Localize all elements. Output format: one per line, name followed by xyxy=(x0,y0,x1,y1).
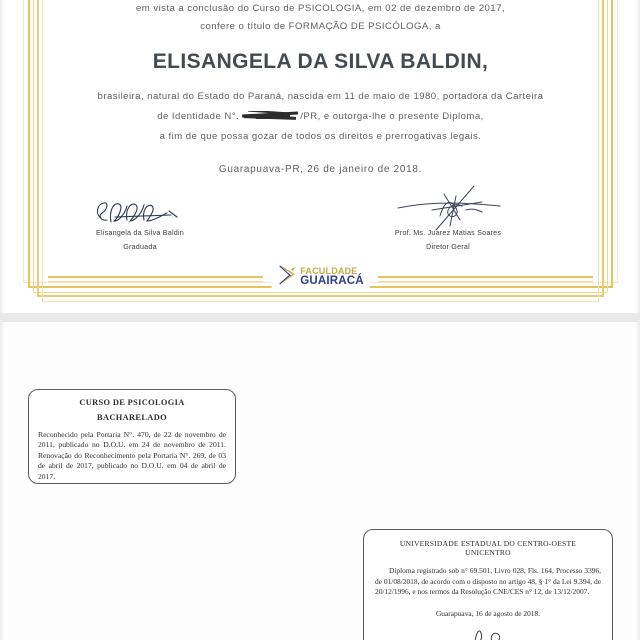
ribbon-rule-left xyxy=(48,276,263,278)
course-box-subtitle: BACHARELADO xyxy=(97,413,167,422)
intro-line-1: em vista a conclusão do Curso de PSICOLOGIA, em 02 de dezembro de 2017, xyxy=(136,3,505,14)
handwritten-signature-icon xyxy=(348,196,548,228)
course-box-body: Reconhecido pela Portaria N°. 470, de 22 de novembro de 2011, publicado no D.O.U. em 24 de novembro de 2011. Renovação do Reconhecimento pela Portaria N°. 269, de 03 de abril de 2017, publicado no D.O.U. em 04 de abril de 2017. xyxy=(38,430,226,481)
page-edge-left xyxy=(0,0,4,313)
signature-block-graduate xyxy=(40,196,240,251)
body-line-1: brasileira, natural do Estado do Paraná, nascida em 11 de maio de 1980, portadora da Carteira xyxy=(97,91,544,102)
course-box-title: CURSO DE PSICOLOGIA xyxy=(79,398,185,407)
ribbon-rule-right xyxy=(378,276,593,278)
logo-word-faculdade: FACULDADE xyxy=(300,266,358,277)
registry-box-title: UNIVERSIDADE ESTADUAL DO CENTRO-OESTE xyxy=(399,539,577,548)
signature-name: Elisangela da Silva Baldin xyxy=(96,228,184,237)
signature-block-director xyxy=(348,196,548,251)
course-recognition-box xyxy=(28,389,236,484)
identity-label: de Identidade N°. xyxy=(157,111,240,122)
signature-role: Diretor Geral xyxy=(426,242,470,251)
page-separator xyxy=(0,313,640,322)
intro-line-2: confere o título de FORMAÇÃO DE PSICÓLOGA, a xyxy=(200,21,441,32)
redacted-id-number xyxy=(242,111,300,120)
logo-wordmark xyxy=(300,267,364,288)
place-and-date: Guarapuava-PR, 26 de janeiro de 2018. xyxy=(218,164,423,175)
diploma-page xyxy=(0,0,640,313)
registry-box xyxy=(363,529,613,640)
signature-role: Graduada xyxy=(123,242,157,251)
ribbon-rule-right-thin xyxy=(378,281,593,282)
graduate-name: ELISANGELA DA SILVA BALDIN, xyxy=(152,50,489,73)
ribbon-rule-left-thin xyxy=(48,281,263,282)
logo-word-guairaca: GUAIRACÁ xyxy=(300,275,364,288)
body-line-2 xyxy=(48,111,593,122)
signature-name: Prof. Ms. Juarez Matias Soares xyxy=(394,228,502,237)
page-edge-right xyxy=(636,0,640,313)
verso-page xyxy=(0,322,640,640)
body-line-3: a fim de que possa gozar de todos os direitos e prerrogativas legais. xyxy=(159,131,482,142)
page-edge-right xyxy=(636,322,640,640)
identity-suffix: /PR, e outorga-lhe o presente Diploma, xyxy=(300,111,484,122)
registry-box-place-date: Guarapuava, 16 de agosto de 2018. xyxy=(435,608,541,618)
footer-logo-ribbon xyxy=(48,263,593,293)
page-edge-left xyxy=(0,322,4,640)
registry-signature-icon xyxy=(375,623,601,640)
registry-box-subtitle: UNICENTRO xyxy=(465,548,511,557)
registry-box-body: Diploma registrado sob n° 69.501, Livro 028, Fls. 164, Processo 3396, de 01/08/2018, de acordo com o disposto no artigo 48, § 1° da Lei 9.394, de 20/12/1996, e nos termos da Resolução CNE/CES n° 12, de 13/12/2007. xyxy=(375,566,601,597)
faculdade-guairaca-logo xyxy=(271,263,370,292)
bird-arrow-mark-icon xyxy=(277,263,297,292)
handwritten-signature-icon xyxy=(40,196,240,228)
